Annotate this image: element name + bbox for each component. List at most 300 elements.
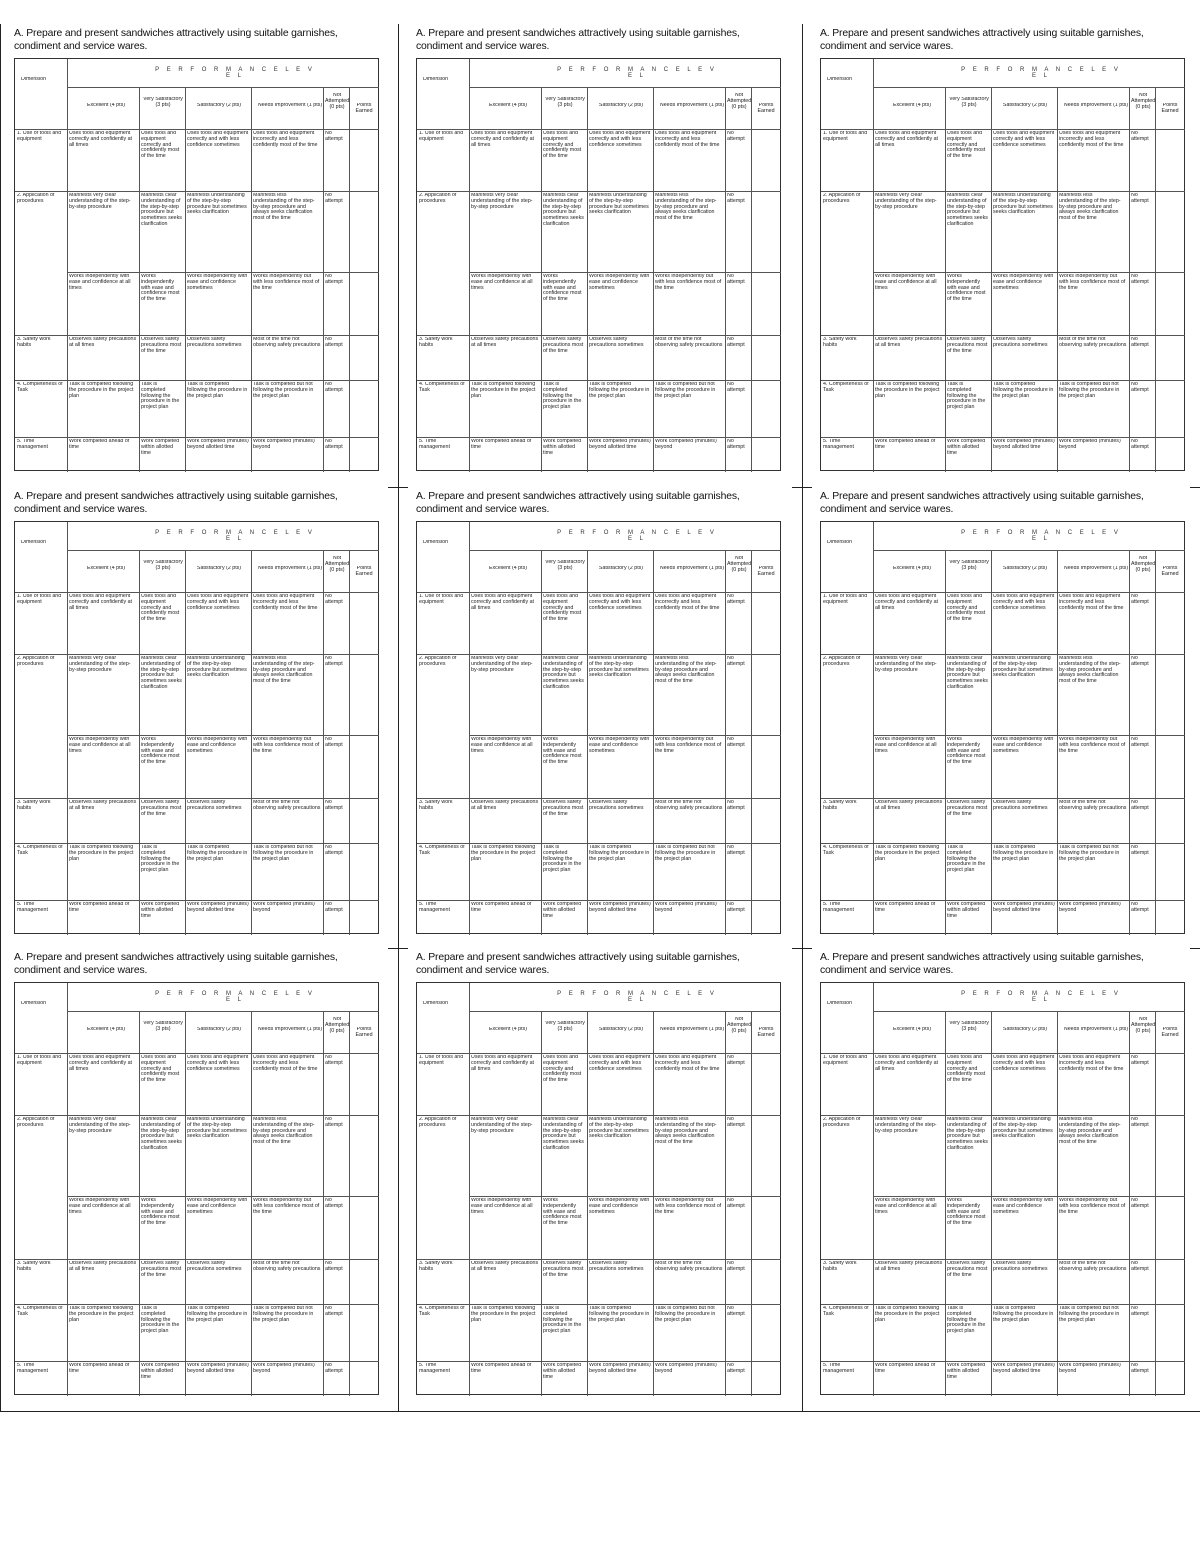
rubric-cell-needs-improvement: Uses tools and equipment incorrectly and less confidently most of the time: [253, 594, 318, 611]
col-needs-improvement-header: Needs Improvement (1 pts): [659, 566, 725, 571]
rubric-cell-very-satisfactory: Observes safety precautions most of the time: [141, 337, 182, 354]
col-excellent-header: Excellent (4 pts): [489, 103, 527, 108]
rubric-cell-dimension: 5. Time management: [419, 1363, 450, 1374]
rubric-cell-satisfactory: Works independently with ease and confidence sometimes: [993, 274, 1054, 291]
rubric-cell-needs-improvement: Most of the time not observing safety precautions: [253, 337, 321, 348]
rubric-cell-needs-improvement: Uses tools and equipment incorrectly and less confidently most of the time: [655, 594, 720, 611]
rubric-cell-not-attempted: No attempt: [1131, 845, 1149, 856]
rubric-cell-not-attempted: No attempt: [1131, 193, 1149, 204]
rubric-cell-satisfactory: Task is completed following the procedure in the project plan: [993, 845, 1054, 862]
col-not-attempted-header: Not Attempted (0 pts): [1131, 93, 1155, 110]
rubric-cell-not-attempted: No attempt: [1131, 594, 1149, 605]
table-vline: [751, 1011, 752, 1396]
rubric-cell-not-attempted: No attempt: [727, 656, 745, 667]
rubric-cell-satisfactory: Works independently with ease and confidence sometimes: [187, 274, 248, 291]
dimension-header: Dimension: [423, 540, 449, 545]
rubric-cell-satisfactory: Manifests understanding of the step-by-step procedure but sometimes seeks clarification: [187, 193, 247, 216]
rubric-cell-very-satisfactory: Work completed within allotted time: [947, 1363, 986, 1380]
table-hline: [15, 654, 379, 655]
col-satisfactory-header: Satisfactory (2 pts): [1002, 566, 1048, 571]
rubric-cell-not-attempted: No attempt: [727, 1055, 745, 1066]
rubric-cell-needs-improvement: Works independently but with less confidence most of the time: [1059, 1198, 1126, 1215]
rubric-cell-satisfactory: Observes safety precautions sometimes: [993, 800, 1048, 811]
rubric-table: [14, 521, 379, 934]
rubric-cell-needs-improvement: Most of the time not observing safety precautions: [1059, 1261, 1127, 1272]
rubric-cell-very-satisfactory: Works independently with ease and confidence most of the time: [141, 274, 180, 303]
rubric-cell-excellent: Works independently with ease and confidence at all times: [471, 737, 533, 754]
rubric-cell-excellent: Manifests very clear understanding of the step-by-step procedure: [875, 1117, 937, 1134]
rubric-cell-excellent: Manifests very clear understanding of the step-by-step procedure: [471, 1117, 533, 1134]
rubric-cell-satisfactory: Task is completed following the procedure in the project plan: [589, 1306, 650, 1323]
col-very-satisfactory-header: Very Satisfactory (3 pts): [545, 560, 585, 571]
rubric-cell-not-attempted: No attempt: [1131, 1261, 1149, 1272]
rubric-cell-excellent: Work completed ahead of time: [875, 439, 936, 450]
rubric-cell-dimension: [17, 737, 65, 797]
table-vline: [251, 87, 252, 472]
rubric-cell-excellent: Work completed ahead of time: [69, 1363, 130, 1374]
rubric-card: [0, 948, 400, 1410]
rubric-cell-not-attempted: No attempt: [727, 1363, 745, 1374]
rubric-table: [14, 982, 379, 1395]
rubric-cell-very-satisfactory: Work completed within allotted time: [141, 902, 180, 919]
table-vline: [1129, 87, 1130, 472]
table-hline: [417, 380, 781, 381]
col-needs-improvement-header: Needs Improvement (1 pts): [1063, 566, 1129, 571]
rubric-cell-dimension: 1. Use of tools and equipment: [17, 131, 62, 142]
rubric-cell-needs-improvement: Uses tools and equipment incorrectly and less confidently most of the time: [1059, 594, 1124, 611]
rubric-cell-dimension: [419, 737, 467, 797]
col-not-attempted-header: Not Attempted (0 pts): [325, 93, 349, 110]
rubric-cell-needs-improvement: Task is completed but not following the procedure in the project plan: [253, 382, 314, 399]
col-needs-improvement-header: Needs Improvement (1 pts): [257, 566, 323, 571]
table-hline: [417, 592, 781, 593]
rubric-cell-not-attempted: No attempt: [1131, 902, 1149, 913]
rubric-cell-very-satisfactory: Works independently with ease and confidence most of the time: [947, 737, 986, 766]
col-points-earned-header: Points Earned: [757, 566, 775, 577]
col-needs-improvement-header: Needs Improvement (1 pts): [257, 103, 323, 108]
rubric-cell-dimension: 1. Use of tools and equipment: [823, 131, 868, 142]
rubric-cell-needs-improvement: Manifests less understanding of the step-by-step procedure and always seeks clarification most of the time: [1059, 656, 1121, 685]
performance-level-header: P E R F O R M A N C E L E V E L: [155, 67, 315, 79]
rubric-title: A. Prepare and present sandwiches attractively using suitable garnishes, condiment and service wares.: [820, 952, 1144, 976]
table-vline: [67, 983, 68, 1396]
rubric-cell-dimension: 2. Application of procedures: [17, 656, 55, 667]
table-hline: [417, 191, 781, 192]
rubric-cell-very-satisfactory: Works independently with ease and confidence most of the time: [543, 737, 582, 766]
table-hline: [417, 843, 781, 844]
rubric-cell-satisfactory: Observes safety precautions sometimes: [589, 1261, 644, 1272]
rubric-cell-very-satisfactory: Observes safety precautions most of the time: [543, 1261, 584, 1278]
table-hline: [469, 550, 781, 551]
rubric-cell-dimension: 4. Completeness of Task: [419, 845, 465, 856]
rubric-cell-satisfactory: Works independently with ease and confidence sometimes: [589, 1198, 650, 1215]
rubric-cell-needs-improvement: Task is completed but not following the procedure in the project plan: [1059, 382, 1120, 399]
rubric-table: [416, 982, 781, 1395]
rubric-cell-satisfactory: Manifests understanding of the step-by-step procedure but sometimes seeks clarification: [589, 656, 649, 679]
rubric-table: [416, 58, 781, 471]
rubric-cell-needs-improvement: Works independently but with less confidence most of the time: [1059, 737, 1126, 754]
table-hline: [67, 1196, 379, 1197]
rubric-cell-excellent: Task is completed following the procedure in the project plan: [69, 1306, 134, 1323]
rubric-cell-not-attempted: No attempt: [1131, 656, 1149, 667]
rubric-cell-satisfactory: Works independently with ease and confidence sometimes: [187, 1198, 248, 1215]
col-points-earned-header: Points Earned: [757, 103, 775, 114]
rubric-cell-very-satisfactory: Manifests clear understanding of the step-by-step procedure but sometimes seeks clarification: [543, 1117, 584, 1151]
table-hline: [15, 335, 379, 336]
rubric-cell-not-attempted: No attempt: [325, 902, 343, 913]
table-hline: [15, 1259, 379, 1260]
rubric-cell-satisfactory: Task is completed following the procedure in the project plan: [993, 382, 1054, 399]
rubric-cell-dimension: [17, 1198, 65, 1258]
table-hline: [821, 1115, 1185, 1116]
rubric-cell-excellent: Uses tools and equipment correctly and confidently at all times: [875, 594, 939, 611]
rubric-cell-dimension: 2. Application of procedures: [823, 1117, 861, 1128]
rubric-cell-very-satisfactory: Task is completed following the procedure in the project plan: [543, 845, 582, 874]
table-hline: [821, 592, 1185, 593]
rubric-cell-very-satisfactory: Uses tools and equipment correctly and confidently most of the time: [543, 1055, 582, 1084]
rubric-cell-excellent: Manifests very clear understanding of the step-by-step procedure: [875, 193, 937, 210]
rubric-cell-dimension: 1. Use of tools and equipment: [419, 131, 464, 142]
rubric-cell-needs-improvement: Work completed (minutes) beyond: [1059, 1363, 1121, 1374]
rubric-cell-needs-improvement: Uses tools and equipment incorrectly and less confidently most of the time: [1059, 131, 1124, 148]
rubric-cell-not-attempted: No attempt: [727, 274, 745, 285]
rubric-cell-excellent: Work completed ahead of time: [875, 902, 936, 913]
table-vline: [251, 550, 252, 935]
table-vline: [469, 983, 470, 1396]
rubric-cell-excellent: Manifests very clear understanding of the step-by-step procedure: [471, 193, 533, 210]
dimension-header: Dimension: [21, 77, 47, 82]
rubric-cell-dimension: 3. Safety work habits: [823, 800, 857, 811]
col-not-attempted-header: Not Attempted (0 pts): [1131, 1017, 1155, 1034]
rubric-cell-dimension: 3. Safety work habits: [17, 800, 51, 811]
table-vline: [945, 1011, 946, 1396]
rubric-cell-needs-improvement: Task is completed but not following the procedure in the project plan: [253, 1306, 314, 1323]
rubric-cell-satisfactory: Task is completed following the procedure in the project plan: [187, 845, 248, 862]
col-very-satisfactory-header: Very Satisfactory (3 pts): [545, 97, 585, 108]
rubric-cell-dimension: 3. Safety work habits: [17, 1261, 51, 1272]
table-hline: [417, 1361, 781, 1362]
rubric-cell-needs-improvement: Work completed (minutes) beyond: [655, 1363, 717, 1374]
rubric-cell-excellent: Task is completed following the procedure in the project plan: [471, 1306, 536, 1323]
dimension-header: Dimension: [827, 540, 853, 545]
rubric-cell-excellent: Task is completed following the procedure in the project plan: [471, 845, 536, 862]
rubric-cell-very-satisfactory: Observes safety precautions most of the time: [947, 800, 988, 817]
rubric-cell-excellent: Work completed ahead of time: [69, 902, 130, 913]
rubric-cell-needs-improvement: Task is completed but not following the procedure in the project plan: [655, 1306, 716, 1323]
table-hline: [469, 272, 781, 273]
rubric-cell-excellent: Observes safety precautions at all times: [69, 800, 137, 811]
table-vline: [67, 59, 68, 472]
rubric-cell-dimension: 3. Safety work habits: [419, 800, 453, 811]
table-hline: [469, 1011, 781, 1012]
rubric-cell-dimension: [823, 274, 871, 334]
performance-level-header: P E R F O R M A N C E L E V E L: [557, 991, 717, 1003]
rubric-cell-satisfactory: Task is completed following the procedure in the project plan: [187, 382, 248, 399]
rubric-cell-needs-improvement: Most of the time not observing safety precautions: [655, 800, 723, 811]
rubric-cell-very-satisfactory: Observes safety precautions most of the time: [141, 800, 182, 817]
rubric-cell-needs-improvement: Work completed (minutes) beyond: [655, 439, 717, 450]
rubric-cell-very-satisfactory: Work completed within allotted time: [543, 1363, 582, 1380]
rubric-cell-very-satisfactory: Task is completed following the procedure in the project plan: [141, 1306, 180, 1335]
rubric-cell-not-attempted: No attempt: [325, 131, 343, 142]
col-very-satisfactory-header: Very Satisfactory (3 pts): [143, 560, 183, 571]
rubric-cell-excellent: Works independently with ease and confidence at all times: [875, 737, 937, 754]
rubric-cell-dimension: 3. Safety work habits: [823, 337, 857, 348]
rubric-cell-very-satisfactory: Manifests clear understanding of the step-by-step procedure but sometimes seeks clarification: [947, 193, 988, 227]
rubric-cell-not-attempted: No attempt: [325, 1117, 343, 1128]
rubric-title: A. Prepare and present sandwiches attractively using suitable garnishes, condiment and service wares.: [14, 28, 338, 52]
rubric-card: [402, 24, 802, 486]
col-satisfactory-header: Satisfactory (2 pts): [1002, 1027, 1048, 1032]
table-hline: [15, 843, 379, 844]
rubric-cell-excellent: Manifests very clear understanding of the step-by-step procedure: [471, 656, 533, 673]
rubric-cell-very-satisfactory: Manifests clear understanding of the step-by-step procedure but sometimes seeks clarification: [543, 656, 584, 690]
table-vline: [251, 1011, 252, 1396]
col-satisfactory-header: Satisfactory (2 pts): [598, 1027, 644, 1032]
rubric-cell-needs-improvement: Task is completed but not following the procedure in the project plan: [253, 845, 314, 862]
rubric-cell-satisfactory: Works independently with ease and confidence sometimes: [589, 274, 650, 291]
rubric-cell-not-attempted: No attempt: [727, 1261, 745, 1272]
rubric-cell-not-attempted: No attempt: [325, 594, 343, 605]
rubric-cell-dimension: 4. Completeness of Task: [17, 382, 63, 393]
rubric-cell-excellent: Works independently with ease and confidence at all times: [69, 737, 131, 754]
table-hline: [821, 129, 1185, 130]
rubric-cell-needs-improvement: Most of the time not observing safety precautions: [253, 800, 321, 811]
rubric-cell-needs-improvement: Works independently but with less confidence most of the time: [655, 737, 722, 754]
col-needs-improvement-header: Needs Improvement (1 pts): [1063, 1027, 1129, 1032]
rubric-cell-very-satisfactory: Uses tools and equipment correctly and confidently most of the time: [947, 1055, 986, 1084]
rubric-cell-excellent: Uses tools and equipment correctly and confidently at all times: [69, 1055, 133, 1072]
rubric-card: [0, 487, 400, 949]
rubric-cell-dimension: 5. Time management: [419, 902, 450, 913]
rubric-cell-not-attempted: No attempt: [1131, 737, 1149, 748]
dimension-header: Dimension: [827, 1001, 853, 1006]
rubric-cell-dimension: 1. Use of tools and equipment: [823, 594, 868, 605]
rubric-table: [820, 58, 1185, 471]
table-vline: [873, 522, 874, 935]
rubric-cell-very-satisfactory: Task is completed following the procedure in the project plan: [543, 1306, 582, 1335]
table-vline: [1057, 550, 1058, 935]
rubric-cell-very-satisfactory: Uses tools and equipment correctly and confidently most of the time: [141, 594, 180, 623]
rubric-cell-excellent: Observes safety precautions at all times: [69, 337, 137, 348]
rubric-cell-not-attempted: No attempt: [727, 193, 745, 204]
rubric-cell-satisfactory: Works independently with ease and confidence sometimes: [993, 1198, 1054, 1215]
col-not-attempted-header: Not Attempted (0 pts): [325, 556, 349, 573]
col-excellent-header: Excellent (4 pts): [893, 566, 931, 571]
rubric-cell-needs-improvement: Most of the time not observing safety precautions: [1059, 337, 1127, 348]
rubric-cell-satisfactory: Work completed (minutes) beyond allotted time: [589, 439, 651, 450]
rubric-cell-not-attempted: No attempt: [727, 382, 745, 393]
table-vline: [725, 87, 726, 472]
dimension-header: Dimension: [21, 540, 47, 545]
rubric-cell-not-attempted: No attempt: [1131, 800, 1149, 811]
table-vline: [67, 522, 68, 935]
table-vline: [873, 983, 874, 1396]
rubric-cell-very-satisfactory: Work completed within allotted time: [543, 902, 582, 919]
col-satisfactory-header: Satisfactory (2 pts): [598, 566, 644, 571]
table-vline: [185, 87, 186, 472]
rubric-cell-not-attempted: No attempt: [325, 1306, 343, 1317]
col-points-earned-header: Points Earned: [355, 103, 373, 114]
table-hline: [873, 735, 1185, 736]
table-vline: [1129, 1011, 1130, 1396]
col-very-satisfactory-header: Very Satisfactory (3 pts): [949, 560, 989, 571]
table-vline: [991, 550, 992, 935]
rubric-cell-satisfactory: Uses tools and equipment correctly and with less confidence sometimes: [589, 594, 651, 611]
rubric-table: [14, 58, 379, 471]
col-very-satisfactory-header: Very Satisfactory (3 pts): [545, 1021, 585, 1032]
table-vline: [991, 87, 992, 472]
rubric-card: [806, 487, 1200, 949]
table-vline: [1155, 87, 1156, 472]
table-vline: [1057, 87, 1058, 472]
rubric-cell-excellent: Works independently with ease and confidence at all times: [471, 274, 533, 291]
rubric-cell-very-satisfactory: Manifests clear understanding of the step-by-step procedure but sometimes seeks clarification: [141, 1117, 182, 1151]
table-hline: [417, 1115, 781, 1116]
table-hline: [469, 1196, 781, 1197]
col-not-attempted-header: Not Attempted (0 pts): [1131, 556, 1155, 573]
performance-level-header: P E R F O R M A N C E L E V E L: [961, 67, 1121, 79]
rubric-cell-dimension: 4. Completeness of Task: [823, 1306, 869, 1317]
rubric-cell-needs-improvement: Task is completed but not following the procedure in the project plan: [1059, 1306, 1120, 1323]
rubric-cell-satisfactory: Manifests understanding of the step-by-step procedure but sometimes seeks clarification: [993, 1117, 1053, 1140]
table-hline: [821, 900, 1185, 901]
rubric-cell-satisfactory: Uses tools and equipment correctly and with less confidence sometimes: [187, 131, 249, 148]
rubric-cell-very-satisfactory: Uses tools and equipment correctly and confidently most of the time: [947, 594, 986, 623]
col-very-satisfactory-header: Very Satisfactory (3 pts): [949, 97, 989, 108]
table-vline: [751, 87, 752, 472]
col-excellent-header: Excellent (4 pts): [489, 566, 527, 571]
rubric-cell-dimension: 5. Time management: [17, 439, 48, 450]
rubric-cell-excellent: Uses tools and equipment correctly and confidently at all times: [875, 1055, 939, 1072]
performance-level-header: P E R F O R M A N C E L E V E L: [557, 67, 717, 79]
table-hline: [469, 735, 781, 736]
col-needs-improvement-header: Needs Improvement (1 pts): [659, 103, 725, 108]
rubric-cell-not-attempted: No attempt: [325, 274, 343, 285]
col-excellent-header: Excellent (4 pts): [87, 566, 125, 571]
table-hline: [67, 1011, 379, 1012]
table-hline: [469, 87, 781, 88]
table-hline: [417, 129, 781, 130]
rubric-cell-dimension: 4. Completeness of Task: [823, 382, 869, 393]
rubric-cell-very-satisfactory: Observes safety precautions most of the time: [543, 800, 584, 817]
rubric-cell-excellent: Uses tools and equipment correctly and confidently at all times: [471, 1055, 535, 1072]
table-vline: [725, 1011, 726, 1396]
rubric-cell-needs-improvement: Works independently but with less confidence most of the time: [1059, 274, 1126, 291]
rubric-cell-dimension: 2. Application of procedures: [17, 1117, 55, 1128]
table-vline: [139, 87, 140, 472]
rubric-cell-excellent: Work completed ahead of time: [471, 1363, 532, 1374]
dimension-header: Dimension: [21, 1001, 47, 1006]
performance-level-header: P E R F O R M A N C E L E V E L: [155, 991, 315, 1003]
rubric-cell-dimension: 5. Time management: [419, 439, 450, 450]
rubric-cell-satisfactory: Work completed (minutes) beyond allotted time: [187, 439, 249, 450]
col-excellent-header: Excellent (4 pts): [87, 103, 125, 108]
rubric-cell-satisfactory: Observes safety precautions sometimes: [187, 800, 242, 811]
table-hline: [821, 437, 1185, 438]
table-hline: [821, 335, 1185, 336]
rubric-cell-not-attempted: No attempt: [1131, 382, 1149, 393]
rubric-cell-needs-improvement: Manifests less understanding of the step-by-step procedure and always seeks clarification most of the time: [1059, 1117, 1121, 1146]
rubric-cell-needs-improvement: Most of the time not observing safety precautions: [253, 1261, 321, 1272]
rubric-cell-needs-improvement: Uses tools and equipment incorrectly and less confidently most of the time: [253, 1055, 318, 1072]
rubric-cell-dimension: 4. Completeness of Task: [17, 1306, 63, 1317]
rubric-cell-dimension: [419, 1198, 467, 1258]
rubric-cell-excellent: Works independently with ease and confidence at all times: [69, 1198, 131, 1215]
rubric-cell-dimension: 1. Use of tools and equipment: [17, 594, 62, 605]
rubric-cell-satisfactory: Observes safety precautions sometimes: [589, 337, 644, 348]
rubric-cell-needs-improvement: Manifests less understanding of the step-by-step procedure and always seeks clarification most of the time: [253, 193, 315, 222]
rubric-cell-not-attempted: No attempt: [1131, 1198, 1149, 1209]
rubric-cell-needs-improvement: Manifests less understanding of the step-by-step procedure and always seeks clarification most of the time: [253, 1117, 315, 1146]
col-excellent-header: Excellent (4 pts): [87, 1027, 125, 1032]
rubric-cell-excellent: Manifests very clear understanding of the step-by-step procedure: [69, 656, 131, 673]
rubric-cell-excellent: Uses tools and equipment correctly and confidently at all times: [471, 594, 535, 611]
col-very-satisfactory-header: Very Satisfactory (3 pts): [143, 1021, 183, 1032]
rubric-card: [402, 948, 802, 1410]
table-vline: [991, 1011, 992, 1396]
rubric-cell-satisfactory: Manifests understanding of the step-by-step procedure but sometimes seeks clarification: [589, 1117, 649, 1140]
rubric-cell-satisfactory: Works independently with ease and confidence sometimes: [993, 737, 1054, 754]
table-vline: [349, 87, 350, 472]
table-vline: [323, 1011, 324, 1396]
rubric-cell-satisfactory: Work completed (minutes) beyond allotted time: [187, 902, 249, 913]
rubric-cell-dimension: [419, 274, 467, 334]
col-points-earned-header: Points Earned: [1161, 1027, 1179, 1038]
rubric-cell-very-satisfactory: Works independently with ease and confidence most of the time: [947, 274, 986, 303]
rubric-cell-dimension: 3. Safety work habits: [823, 1261, 857, 1272]
rubric-cell-excellent: Observes safety precautions at all times: [875, 800, 943, 811]
col-excellent-header: Excellent (4 pts): [893, 1027, 931, 1032]
rubric-cell-satisfactory: Uses tools and equipment correctly and with less confidence sometimes: [993, 1055, 1055, 1072]
rubric-cell-not-attempted: No attempt: [1131, 1306, 1149, 1317]
rubric-cell-excellent: Uses tools and equipment correctly and confidently at all times: [875, 131, 939, 148]
table-vline: [587, 1011, 588, 1396]
table-vline: [945, 87, 946, 472]
performance-level-header: P E R F O R M A N C E L E V E L: [961, 991, 1121, 1003]
rubric-cell-very-satisfactory: Task is completed following the procedure in the project plan: [947, 845, 986, 874]
rubric-cell-satisfactory: Works independently with ease and confidence sometimes: [187, 737, 248, 754]
rubric-cell-satisfactory: Works independently with ease and confidence sometimes: [589, 737, 650, 754]
table-hline: [821, 380, 1185, 381]
table-hline: [821, 1361, 1185, 1362]
rubric-cell-dimension: 5. Time management: [823, 1363, 854, 1374]
rubric-cell-dimension: 2. Application of procedures: [17, 193, 55, 204]
rubric-table: [820, 521, 1185, 934]
rubric-cell-dimension: 3. Safety work habits: [419, 1261, 453, 1272]
rubric-cell-satisfactory: Task is completed following the procedure in the project plan: [589, 845, 650, 862]
table-hline: [417, 335, 781, 336]
rubric-cell-dimension: 2. Application of procedures: [419, 656, 457, 667]
rubric-cell-dimension: 4. Completeness of Task: [823, 845, 869, 856]
rubric-cell-excellent: Works independently with ease and confidence at all times: [875, 1198, 937, 1215]
rubric-cell-satisfactory: Manifests understanding of the step-by-step procedure but sometimes seeks clarification: [993, 193, 1053, 216]
table-hline: [67, 87, 379, 88]
table-hline: [873, 272, 1185, 273]
col-not-attempted-header: Not Attempted (0 pts): [727, 556, 751, 573]
rubric-cell-very-satisfactory: Works independently with ease and confidence most of the time: [543, 1198, 582, 1227]
table-hline: [821, 798, 1185, 799]
table-vline: [323, 550, 324, 935]
column-divider-2: [802, 24, 803, 1412]
rubric-cell-excellent: Observes safety precautions at all times: [875, 337, 943, 348]
rubric-cell-dimension: 3. Safety work habits: [419, 337, 453, 348]
rubric-cell-needs-improvement: Most of the time not observing safety precautions: [1059, 800, 1127, 811]
rubric-cell-not-attempted: No attempt: [325, 1363, 343, 1374]
rubric-cell-dimension: 4. Completeness of Task: [419, 382, 465, 393]
rubric-cell-excellent: Observes safety precautions at all times: [471, 1261, 539, 1272]
rubric-cell-needs-improvement: Task is completed but not following the procedure in the project plan: [655, 845, 716, 862]
